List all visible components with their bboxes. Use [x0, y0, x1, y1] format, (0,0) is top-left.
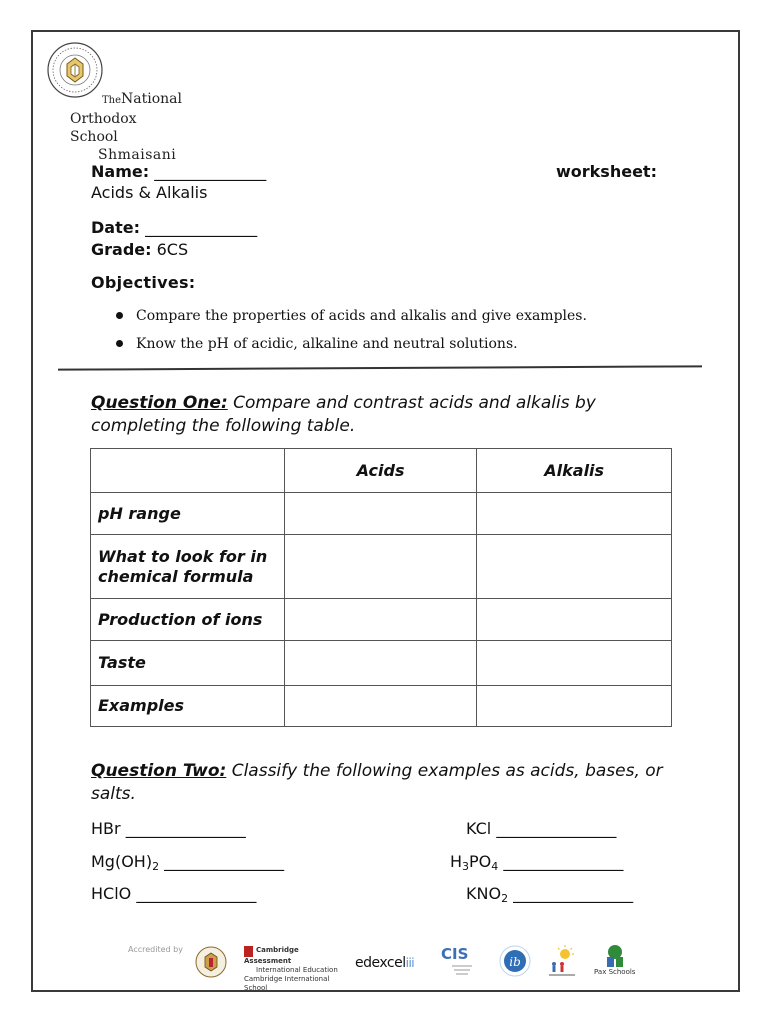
formula-hclo: HClO [91, 884, 132, 903]
classify-kno2 [466, 884, 633, 909]
grade-field [91, 240, 188, 260]
ib-logo-icon [498, 944, 532, 978]
name-blank[interactable]: ______________ [154, 162, 267, 181]
date-field [91, 218, 257, 238]
question-one-text: Compare and contrast acids and alkalis by completing the following table. [91, 393, 596, 436]
objectives-title: Objectives: [91, 273, 196, 292]
question-two-label: Question Two: [91, 761, 227, 781]
edexcel-logo [355, 955, 414, 971]
edexcel-dots: iii [405, 956, 415, 970]
worksheet-topic: Acids & Alkalis [91, 183, 208, 202]
grade-label: Grade: [91, 240, 152, 259]
cell-acids-ions[interactable] [284, 599, 477, 641]
cell-alkalis-ph[interactable] [477, 493, 672, 535]
cambridge-logo [244, 946, 344, 993]
formula-mgoh2 [91, 852, 159, 871]
formula-kno2 [466, 884, 508, 903]
formula-kno2-main: KNO [466, 884, 502, 903]
cell-acids-taste[interactable] [284, 641, 477, 686]
name-field [91, 162, 266, 182]
row-label-taste: Taste [91, 641, 285, 686]
formula-h3po4-po: PO [469, 852, 492, 871]
answer-blank[interactable]: _______________ [164, 852, 285, 871]
pax-schools-label: Pax Schools [594, 968, 636, 976]
accredited-by-label: Accredited by [128, 945, 183, 954]
jordan-emblem-icon [194, 945, 228, 979]
objectives-list [116, 302, 587, 358]
table-row [91, 599, 672, 641]
row-label-ph-range: pH range [91, 493, 285, 535]
formula-h3po4 [450, 852, 498, 871]
formula-hbr: HBr [91, 819, 121, 838]
cell-alkalis-examples[interactable] [477, 686, 672, 727]
worksheet-label: worksheet: [556, 162, 657, 181]
table-header-alkalis: Alkalis [477, 449, 672, 493]
pax-schools-tree-icon [600, 944, 630, 968]
answer-blank[interactable]: _______________ [503, 852, 624, 871]
table-header-acids: Acids [284, 449, 477, 493]
question-one-label: Question One: [91, 393, 228, 413]
name-label: Name: [91, 162, 150, 181]
edexcel-text: edexcel [355, 955, 406, 971]
table-row [91, 641, 672, 686]
grade-value: 6CS [156, 240, 189, 259]
comparison-table [90, 448, 672, 727]
cell-alkalis-taste[interactable] [477, 641, 672, 686]
cell-alkalis-formula[interactable] [477, 535, 672, 599]
formula-h3po4-subscript-3: 3 [462, 860, 470, 873]
table-row [91, 493, 672, 535]
cambridge-line3: Cambridge International School [244, 975, 330, 992]
school-name-the: The [102, 95, 122, 106]
answer-blank[interactable]: _______________ [136, 884, 257, 903]
table-header-row [91, 449, 672, 493]
row-label-chemical-formula: What to look for in chemical formula [91, 535, 285, 599]
school-name-line2: Orthodox School [70, 111, 137, 145]
classify-kcl [466, 819, 616, 839]
cambridge-line2: International Education [256, 966, 338, 974]
question-two-text: Classify the following examples as acids, bases, or salts. [91, 761, 663, 804]
objective-item: Know the pH of acidic, alkaline and neutral solutions. [116, 330, 587, 358]
classify-hbr [91, 819, 246, 839]
sun-children-logo-icon [545, 944, 579, 980]
formula-mgoh2-subscript: 2 [152, 860, 160, 873]
question-two [91, 760, 681, 806]
classify-mgoh2 [91, 852, 284, 877]
cis-logo: CIS [441, 945, 469, 963]
formula-kcl: KCl [466, 819, 492, 838]
cis-subtext-graphic [450, 963, 474, 977]
answer-blank[interactable]: _______________ [513, 884, 634, 903]
classify-hclo [91, 884, 256, 904]
classify-h3po4 [450, 852, 623, 877]
row-label-examples: Examples [91, 686, 285, 727]
cell-acids-ph[interactable] [284, 493, 477, 535]
formula-mgoh2-main: Mg(OH) [91, 852, 153, 871]
school-name-line1: National [121, 91, 183, 107]
formula-h3po4-h: H [450, 852, 463, 871]
objective-item: Compare the properties of acids and alkalis and give examples. [116, 302, 587, 330]
table-header-blank [91, 449, 285, 493]
question-one [91, 392, 681, 438]
answer-blank[interactable]: _______________ [496, 819, 617, 838]
row-label-production-of-ions: Production of ions [91, 599, 285, 641]
cell-acids-formula[interactable] [284, 535, 477, 599]
formula-kno2-subscript: 2 [501, 892, 509, 905]
date-label: Date: [91, 218, 140, 237]
cell-alkalis-ions[interactable] [477, 599, 672, 641]
table-row [91, 535, 672, 599]
svg-text:ib: ib [509, 955, 521, 969]
school-name-line3: Shmaisani [98, 147, 177, 163]
date-blank[interactable]: ______________ [145, 218, 258, 237]
school-name [66, 90, 186, 164]
cambridge-shield-icon [244, 946, 253, 957]
cambridge-line1: Cambridge Assessment [244, 946, 299, 965]
cell-acids-examples[interactable] [284, 686, 477, 727]
formula-h3po4-subscript-4: 4 [491, 860, 499, 873]
table-row [91, 686, 672, 727]
answer-blank[interactable]: _______________ [125, 819, 246, 838]
